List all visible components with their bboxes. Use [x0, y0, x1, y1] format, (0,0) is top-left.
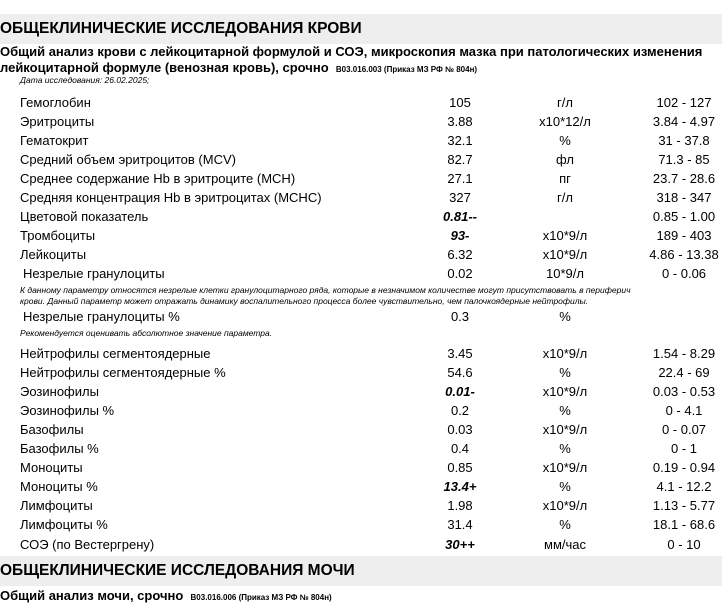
row-name: Базофилы %	[20, 441, 99, 456]
note-immature-line1: К данному параметру относятся незрелые клетки гранулоцитарного ряда, которые в незначимом количестве могут присутствовать в периферич	[20, 285, 631, 295]
result-row-leukocytes	[0, 245, 722, 264]
result-row-monocytes-percent	[0, 477, 722, 496]
row-unit: %	[559, 365, 571, 380]
row-ref: 0 - 4.1	[665, 403, 703, 418]
row-unit: г/л	[557, 190, 573, 205]
row-name: Средняя концентрация Hb в эритроцитах (MCHC)	[20, 190, 322, 205]
row-ref: 31 - 37.8	[658, 133, 710, 148]
row-name: Средний объем эритроцитов (MCV)	[20, 152, 236, 167]
urine-test-title-text: Общий анализ мочи, срочно	[0, 588, 184, 603]
row-unit: х10*9/л	[542, 346, 588, 361]
urine-section-header: ОБЩЕКЛИНИЧЕСКИЕ ИССЛЕДОВАНИЯ МОЧИ	[0, 556, 722, 586]
result-row-neutrophils	[0, 344, 722, 363]
row-unit: х10*9/л	[542, 498, 588, 513]
row-value-flagged: 0.01-	[445, 384, 475, 399]
blood-test-title-text: лейкоцитарной формуле (венозная кровь), срочно	[0, 60, 329, 75]
row-ref: 23.7 - 28.6	[652, 171, 716, 186]
row-name: Нейтрофилы сегментоядерные %	[20, 365, 226, 380]
result-row-immature-granulocytes-percent	[0, 307, 722, 326]
row-value: 3.88	[447, 114, 473, 129]
row-unit: х10*9/л	[542, 384, 588, 399]
result-row-hemoglobin	[0, 93, 722, 112]
row-value: 3.45	[447, 346, 473, 361]
row-unit: х10*9/л	[542, 228, 588, 243]
result-row-erythrocytes	[0, 112, 722, 131]
result-row-color-index	[0, 207, 722, 226]
row-ref: 71.3 - 85	[658, 152, 710, 167]
result-row-immature-granulocytes	[0, 264, 722, 283]
row-name: Цветовой показатель	[20, 209, 149, 224]
blood-section-header: ОБЩЕКЛИНИЧЕСКИЕ ИССЛЕДОВАНИЯ КРОВИ	[0, 14, 722, 44]
result-row-mch	[0, 169, 722, 188]
row-name: Гематокрит	[20, 133, 89, 148]
row-unit: %	[559, 479, 571, 494]
row-value: 0.02	[447, 266, 473, 281]
row-value: 0.4	[450, 441, 470, 456]
result-row-eosinophils	[0, 382, 722, 401]
row-ref: 0 - 0.06	[661, 266, 707, 281]
row-value: 54.6	[447, 365, 473, 380]
result-row-mcv	[0, 150, 722, 169]
row-ref: 4.86 - 13.38	[649, 247, 719, 262]
study-date: Дата исследования: 26.02.2025;	[20, 75, 150, 85]
row-ref: 18.1 - 68.6	[652, 517, 716, 532]
row-unit: пг	[559, 171, 571, 186]
row-name: Нейтрофилы сегментоядерные	[20, 346, 211, 361]
row-ref: 22.4 - 69	[658, 365, 710, 380]
row-unit: 10*9/л	[546, 266, 584, 281]
row-name: Эозинофилы %	[20, 403, 115, 418]
row-ref: 0 - 10	[667, 537, 701, 552]
row-name: Гемоглобин	[20, 95, 91, 110]
row-unit: х10*9/л	[542, 422, 588, 437]
result-row-monocytes	[0, 458, 722, 477]
row-ref: 102 - 127	[656, 95, 712, 110]
result-row-eosinophils-percent	[0, 401, 722, 420]
row-name: Тромбоциты	[20, 228, 96, 243]
row-value: 105	[449, 95, 471, 110]
row-unit: х10*9/л	[542, 460, 588, 475]
result-row-lymphocytes	[0, 496, 722, 515]
row-ref: 0 - 1	[670, 441, 697, 456]
row-unit: %	[559, 309, 571, 324]
row-unit: г/л	[557, 95, 573, 110]
urine-test-title	[0, 587, 332, 606]
row-unit: %	[559, 517, 571, 532]
row-value: 32.1	[447, 133, 473, 148]
row-name: Незрелые гранулоциты %	[23, 309, 180, 324]
row-value-flagged: 0.81--	[443, 209, 477, 224]
row-ref: 0 - 0.07	[661, 422, 707, 437]
row-unit: %	[559, 403, 571, 418]
urine-test-code: B03.016.006 (Приказ МЗ РФ № 804н)	[190, 593, 332, 602]
result-row-platelets	[0, 226, 722, 245]
row-value: 31.4	[447, 517, 473, 532]
result-row-esr	[0, 535, 722, 554]
row-value: 1.98	[447, 498, 473, 513]
row-name: Лимфоциты %	[20, 517, 108, 532]
row-value: 0.85	[447, 460, 473, 475]
row-name: Лейкоциты	[20, 247, 87, 262]
row-value: 327	[449, 190, 471, 205]
row-value: 27.1	[447, 171, 473, 186]
row-ref: 0.03 - 0.53	[652, 384, 716, 399]
row-name: Незрелые гранулоциты	[23, 266, 165, 281]
row-name: СОЭ (по Вестергрену)	[20, 537, 155, 552]
note-absolute: Рекомендуется оценивать абсолютное значение параметра.	[20, 328, 273, 338]
result-row-mchc	[0, 188, 722, 207]
row-unit: мм/час	[544, 537, 586, 552]
row-value: 0.2	[450, 403, 470, 418]
row-name: Лимфоциты	[20, 498, 93, 513]
row-ref: 0.85 - 1.00	[652, 209, 716, 224]
row-ref: 1.54 - 8.29	[652, 346, 716, 361]
row-name: Среднее содержание Hb в эритроците (MCH)	[20, 171, 296, 186]
row-unit: х10*12/л	[539, 114, 591, 129]
row-ref: 0.19 - 0.94	[652, 460, 716, 475]
row-unit: %	[559, 133, 571, 148]
row-unit: х10*9/л	[542, 247, 588, 262]
row-name: Моноциты	[20, 460, 83, 475]
row-unit: фл	[556, 152, 574, 167]
note-immature-line2: крови. Данный параметр может отражать динамику воспалительного процесса более чувствительно, чем палочкоядерные нейтрофилы.	[20, 296, 589, 306]
row-value: 82.7	[447, 152, 473, 167]
row-ref: 3.84 - 4.97	[652, 114, 716, 129]
row-value-flagged: 30++	[445, 537, 475, 552]
row-value-flagged: 13.4+	[443, 479, 477, 494]
row-name: Эритроциты	[20, 114, 95, 129]
result-row-hematocrit	[0, 131, 722, 150]
row-ref: 318 - 347	[656, 190, 712, 205]
row-ref: 4.1 - 12.2	[656, 479, 712, 494]
row-value: 0.03	[447, 422, 473, 437]
blood-test-title-line1: Общий анализ крови с лейкоцитарной формулой и СОЭ, микроскопия мазка при патологических изменения	[0, 44, 703, 59]
result-row-basophils	[0, 420, 722, 439]
row-value: 0.3	[450, 309, 470, 324]
result-row-lymphocytes-percent	[0, 515, 722, 534]
top-strip	[0, 0, 722, 14]
row-ref: 189 - 403	[656, 228, 712, 243]
row-value: 6.32	[447, 247, 473, 262]
row-unit: %	[559, 441, 571, 456]
blood-test-code: B03.016.003 (Приказ МЗ РФ № 804н)	[335, 65, 478, 74]
row-name: Эозинофилы	[20, 384, 99, 399]
row-name: Базофилы	[20, 422, 84, 437]
row-ref: 1.13 - 5.77	[652, 498, 716, 513]
result-row-neutrophils-percent	[0, 363, 722, 382]
row-value-flagged: 93-	[450, 228, 470, 243]
row-name: Моноциты %	[20, 479, 98, 494]
result-row-basophils-percent	[0, 439, 722, 458]
